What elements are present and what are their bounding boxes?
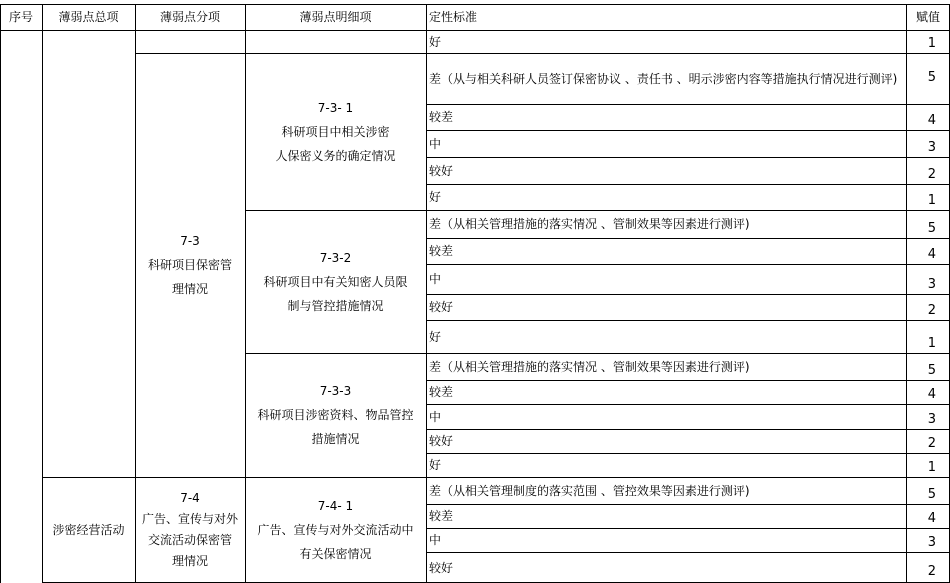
criteria-7-3-2-good: 好 [429, 329, 442, 344]
criteria-7-3-2-poor: 差（从相关管理措施的落实情况 、管制效果等因素进行测评) [429, 217, 750, 231]
criteria-7-3-1-fairly-poor: 较差 [429, 110, 454, 124]
criteria-7-4-1-medium: 中 [429, 533, 442, 547]
criteria-7-3-3-good: 好 [429, 458, 442, 472]
score-7-3-1-good: 1 [927, 193, 936, 208]
subitem-7-4 [135, 477, 245, 583]
score-7-3-3-poor: 5 [927, 363, 936, 378]
score-7-3-1-fairly-poor: 4 [927, 113, 936, 128]
detail-7-4-1-text: 7-4- 1 广告、宣传与对外交流活动中 有关保密情况 [257, 499, 414, 561]
subitem-7-4-text: 7-4 广告、宣传与对外 交流活动保密管 理情况 [141, 491, 238, 568]
header-sub: 薄弱点分项 [159, 10, 220, 24]
total-item-classified-business: 涉密经营活动 [52, 523, 125, 537]
score-7-3-2-medium: 3 [927, 277, 936, 292]
score-7-3-1-medium: 3 [927, 140, 936, 155]
criteria-7-3-2-fairly-poor: 较差 [429, 244, 454, 258]
detail-7-3-2-text: 7-3-2 科研项目中有关知密人员限 制与管控措施情况 [263, 250, 408, 313]
detail-7-3-1-text: 7-3- 1 科研项目中相关涉密 人保密义务的确定情况 [275, 100, 396, 163]
subitem-7-3-text: 7-3 科研项目保密管 理情况 [147, 234, 232, 296]
header-criteria: 定性标准 [429, 10, 478, 24]
score-7-3-2-good: 1 [927, 336, 936, 351]
score-7-4-1-fairly-poor: 4 [927, 511, 936, 526]
criteria-7-4-1-poor: 差（从相关管理制度的落实范围 、管控效果等因素进行测评) [429, 483, 750, 498]
score-7-3-2-fairly-good: 2 [927, 303, 936, 318]
criteria-7-3-3-fairly-good: 较好 [429, 434, 454, 448]
detail-7-3-1 [245, 53, 426, 210]
criteria-7-3-1-good: 好 [429, 190, 442, 204]
criteria-7-4-1-fairly-poor: 较差 [429, 509, 454, 523]
criteria-7-3-3-medium: 中 [429, 409, 442, 424]
score-top: 1 [927, 36, 936, 51]
score-7-3-2-poor: 5 [927, 221, 936, 236]
score-7-4-1-fairly-good: 2 [927, 564, 936, 579]
criteria-7-3-2-medium: 中 [429, 272, 442, 286]
criteria-7-3-3-poor: 差（从相关管理措施的落实情况 、管制效果等因素进行测评) [429, 359, 750, 374]
detail-7-3-2 [245, 210, 426, 353]
score-7-3-3-fairly-good: 2 [927, 436, 936, 451]
criteria-good-top: 好 [429, 34, 442, 49]
detail-7-3-3 [245, 353, 426, 477]
score-7-3-1-poor: 5 [927, 70, 936, 85]
score-7-3-2-fairly-poor: 4 [927, 247, 936, 262]
criteria-7-3-1-fairly-good: 较好 [429, 163, 454, 178]
criteria-7-3-1-medium: 中 [429, 136, 442, 151]
header-detail: 薄弱点明细项 [299, 10, 372, 24]
subitem-7-3 [135, 53, 245, 477]
header-score: 赋值 [915, 10, 940, 24]
score-7-3-3-fairly-poor: 4 [927, 387, 936, 402]
score-7-4-1-poor: 5 [927, 487, 936, 502]
score-7-3-3-good: 1 [927, 460, 936, 475]
header-seq: 序号 [8, 10, 33, 24]
criteria-7-3-3-fairly-poor: 较差 [429, 385, 454, 399]
criteria-7-3-1-poor: 差（从与相关科研人员签订保密协议 、责任书 、明示涉密内容等措施执行情况进行测评) [429, 71, 898, 86]
detail-7-3-3-text: 7-3-3 科研项目涉密资料、物品管控 措施情况 [257, 384, 414, 446]
score-7-3-1-fairly-good: 2 [927, 167, 936, 182]
score-7-3-3-medium: 3 [927, 412, 936, 427]
score-7-4-1-medium: 3 [927, 535, 936, 550]
detail-7-4-1 [245, 477, 426, 583]
criteria-7-3-2-fairly-good: 较好 [429, 300, 454, 314]
header-total: 薄弱点总项 [58, 10, 119, 24]
criteria-7-4-1-fairly-good: 较好 [429, 560, 454, 575]
